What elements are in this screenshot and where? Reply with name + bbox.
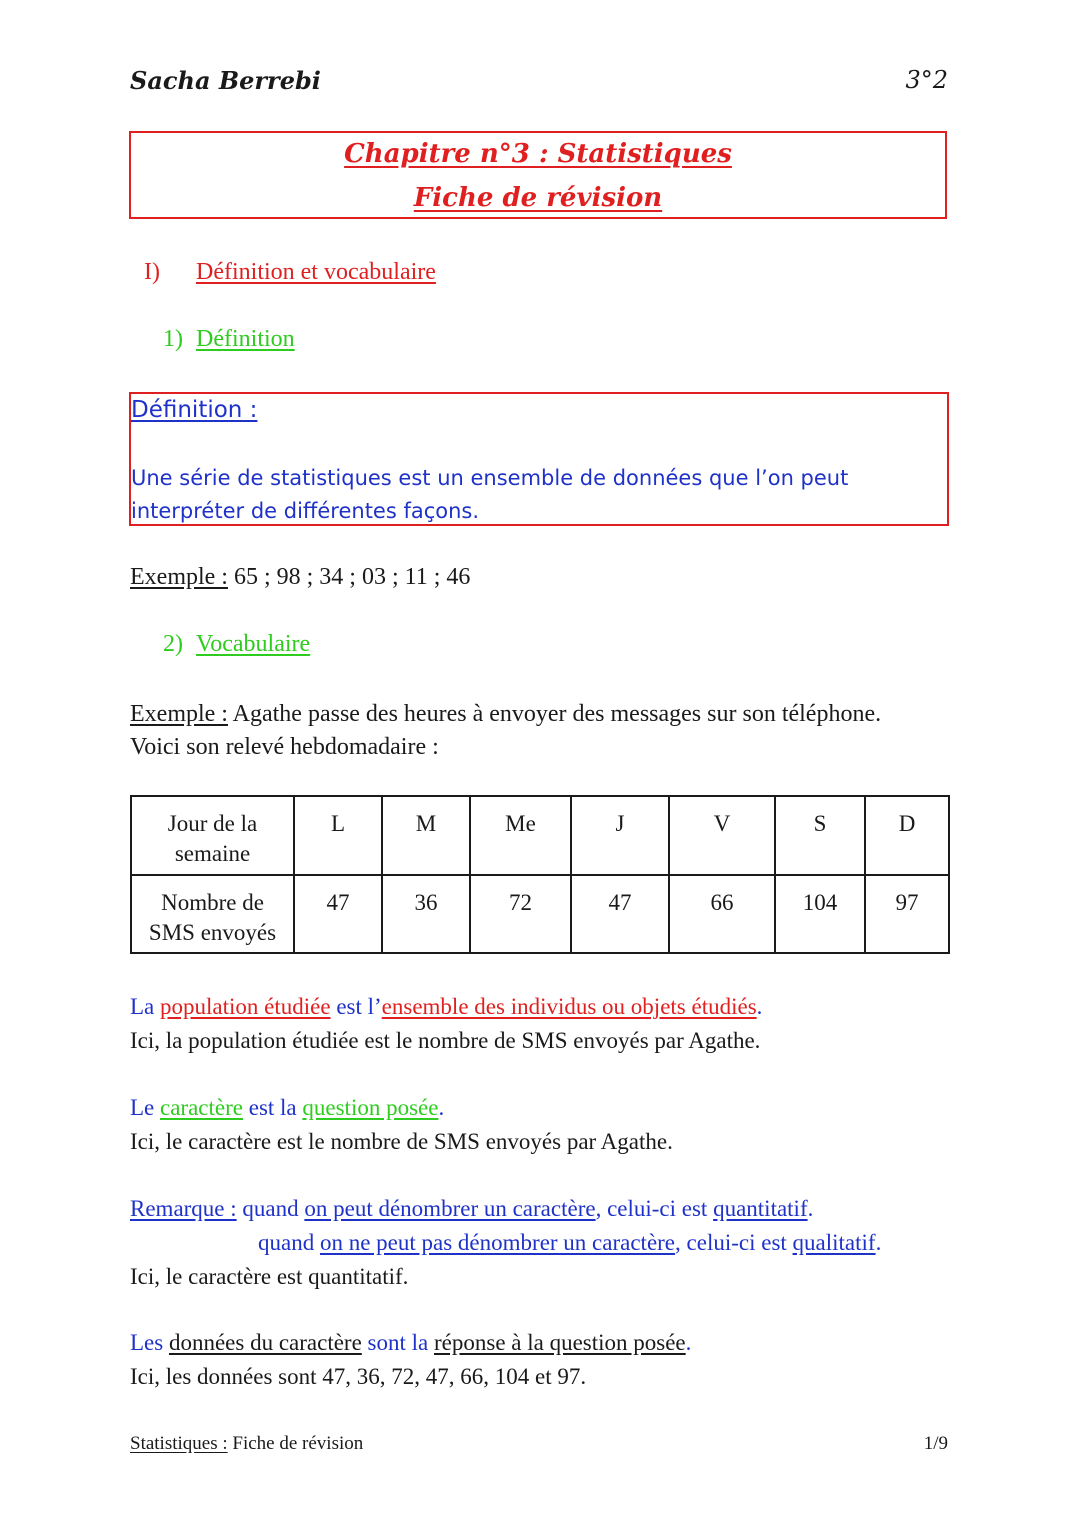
- table-cell-day: V: [669, 796, 775, 875]
- example-1-values: 65 ; 98 ; 34 ; 03 ; 11 ; 46: [227, 564, 471, 590]
- example-1: [130, 564, 470, 591]
- text-fragment: , celui-ci est: [675, 1230, 793, 1255]
- remark-label: Remarque :: [130, 1196, 237, 1221]
- table-cell-count: 72: [470, 875, 571, 954]
- remark-paragraph: [130, 1192, 960, 1294]
- definition-box: [129, 392, 949, 526]
- term-character: caractère: [160, 1095, 243, 1120]
- text-fragment: quand: [236, 1196, 305, 1221]
- term-population: population étudiée: [160, 994, 331, 1019]
- term-answer: réponse à la question posée: [434, 1330, 686, 1355]
- text-fragment: on peut dénombrer un caractère: [304, 1196, 596, 1221]
- subsection-1-title: Définition: [196, 326, 295, 352]
- table-cell-day: J: [571, 796, 669, 875]
- table-cell-day: L: [294, 796, 382, 875]
- population-example: Ici, la population étudiée est le nombre de SMS envoyés par Agathe.: [130, 1028, 761, 1053]
- text-fragment: est l’: [330, 994, 382, 1019]
- table-cell-count: 66: [669, 875, 775, 954]
- term-question: question posée: [302, 1095, 439, 1120]
- footer-title: [130, 1433, 363, 1455]
- footer-text: Fiche de révision: [227, 1433, 364, 1454]
- definition-label: Définition :: [131, 397, 258, 423]
- table-row-counts: [131, 875, 949, 954]
- character-example: Ici, le caractère est le nombre de SMS envoyés par Agathe.: [130, 1129, 673, 1154]
- definition-text: Une série de statistiques est un ensemble de données que l’on peut interpréter de différentes façons.: [131, 466, 849, 523]
- text-fragment: sont la: [361, 1330, 434, 1355]
- footer-label: Statistiques :: [130, 1433, 228, 1454]
- sms-table: [130, 795, 950, 954]
- table-cell-count: 47: [294, 875, 382, 954]
- table-cell-count: 97: [865, 875, 949, 954]
- text-fragment: on ne peut pas dénombrer un caractère: [319, 1230, 676, 1255]
- table-row-days: [131, 796, 949, 875]
- term-data: données du caractère: [168, 1330, 362, 1355]
- remark-example: Ici, le caractère est quantitatif.: [130, 1264, 409, 1289]
- text-fragment: .: [875, 1230, 882, 1255]
- text-fragment: .: [685, 1330, 692, 1355]
- character-paragraph: [130, 1091, 950, 1159]
- example-2-label: Exemple :: [130, 701, 228, 727]
- table-cell-day: D: [865, 796, 949, 875]
- table-cell-day: S: [775, 796, 865, 875]
- page-number: 1/9: [923, 1433, 948, 1454]
- text-fragment: quand: [258, 1230, 320, 1255]
- text-fragment: .: [756, 994, 763, 1019]
- table-cell-count: 104: [775, 875, 865, 954]
- table-header-day: Jour de la semaine: [131, 796, 294, 875]
- table-cell-day: Me: [470, 796, 571, 875]
- title-box: [129, 131, 947, 219]
- example-2: [130, 698, 950, 764]
- section-1-title: Définition et vocabulaire: [196, 259, 436, 285]
- population-paragraph: [130, 990, 950, 1058]
- text-fragment: , celui-ci est: [595, 1196, 714, 1221]
- chapter-title: Chapitre n°3 : Statistiques: [344, 139, 732, 169]
- text-fragment: La: [130, 994, 161, 1019]
- subsection-1-number: 1): [163, 326, 183, 352]
- subsection-2-number: 2): [163, 631, 183, 657]
- term-quantitative: quantitatif: [713, 1196, 808, 1221]
- example-2-line1: Agathe passe des heures à envoyer des messages sur son téléphone.: [227, 701, 882, 727]
- table-header-count: Nombre de SMS envoyés: [131, 875, 294, 954]
- subsection-2-title: Vocabulaire: [196, 631, 311, 657]
- data-example: Ici, les données sont 47, 36, 72, 47, 66, 104 et 97.: [130, 1364, 587, 1389]
- data-paragraph: [130, 1326, 950, 1394]
- author-name: Sacha Berrebi: [130, 66, 321, 95]
- term-qualitative: qualitatif: [792, 1230, 876, 1255]
- section-1-number: I): [144, 259, 160, 285]
- text-fragment: Les: [130, 1330, 169, 1355]
- sheet-title: Fiche de révision: [413, 183, 663, 213]
- class-label: 3°2: [905, 66, 948, 94]
- text-fragment: .: [438, 1095, 445, 1120]
- text-fragment: .: [807, 1196, 814, 1221]
- text-fragment: Le: [130, 1095, 161, 1120]
- example-2-line2: Voici son relevé hebdomadaire :: [130, 734, 439, 760]
- table-cell-day: M: [382, 796, 470, 875]
- example-1-label: Exemple :: [130, 564, 228, 590]
- text-fragment: est la: [242, 1095, 303, 1120]
- table-cell-count: 47: [571, 875, 669, 954]
- table-cell-count: 36: [382, 875, 470, 954]
- term-definition: ensemble des individus ou objets étudiés: [381, 994, 757, 1019]
